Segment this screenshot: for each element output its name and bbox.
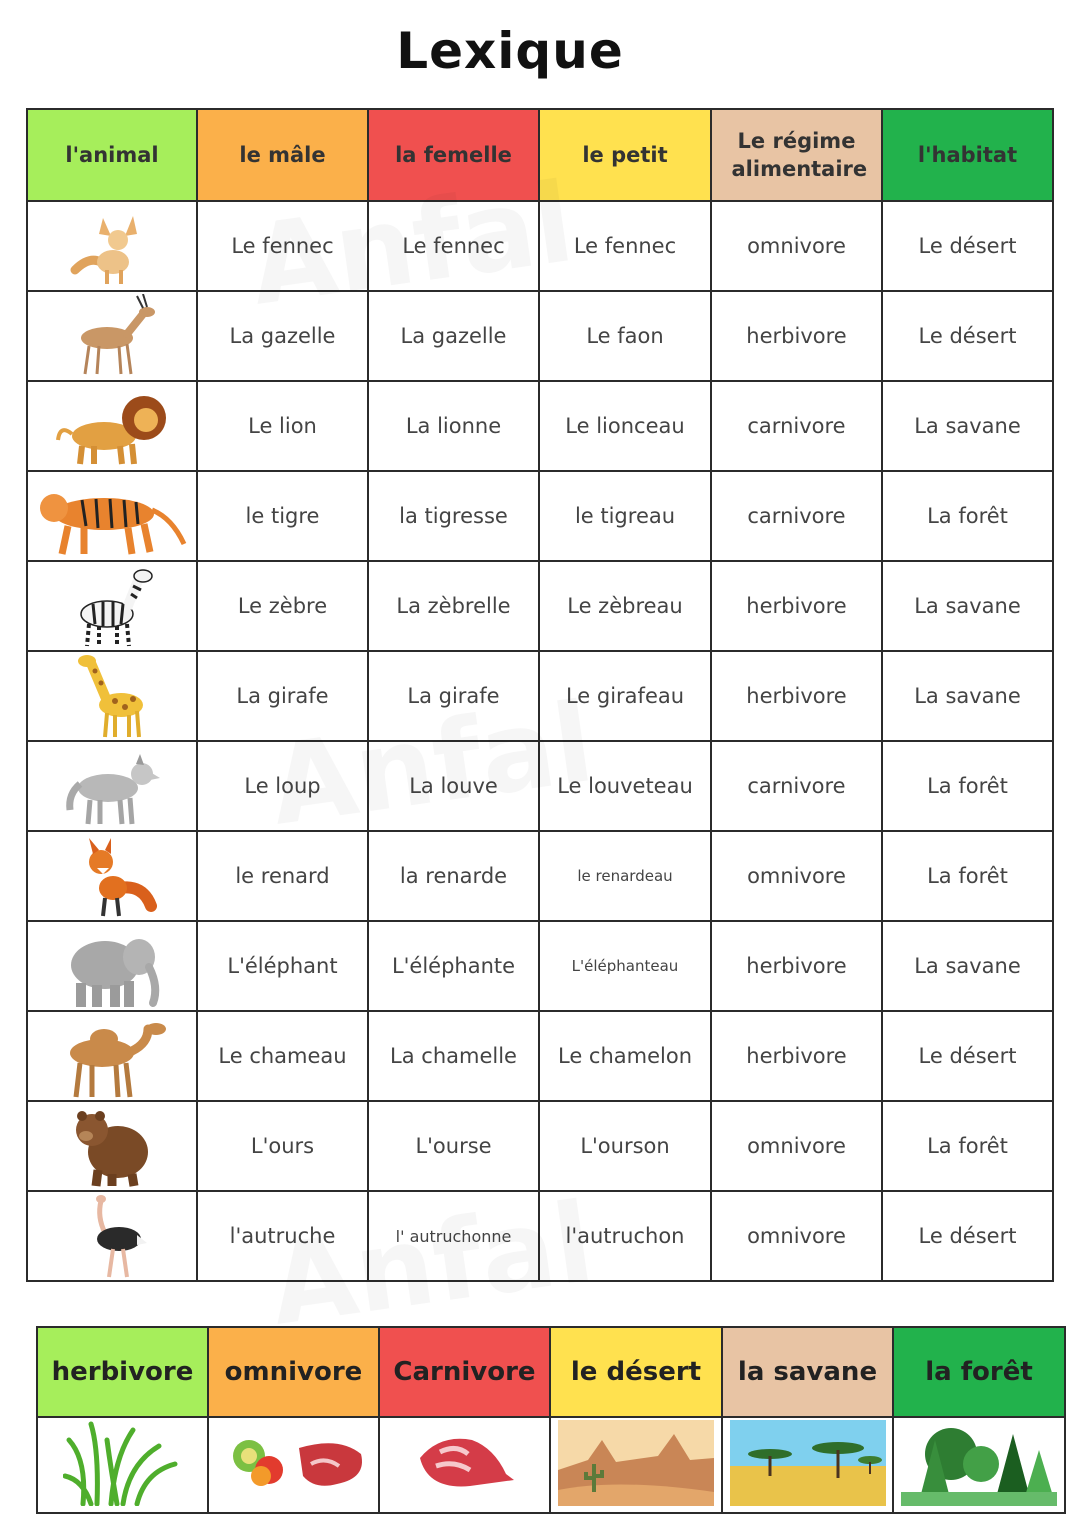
female-name: La lionne — [368, 381, 539, 471]
male-name: Le lion — [197, 381, 368, 471]
diet: carnivore — [711, 741, 882, 831]
male-name: Le zèbre — [197, 561, 368, 651]
legend-desert-image — [550, 1417, 722, 1513]
header-animal: l'animal — [27, 109, 197, 201]
legend-image-row — [37, 1417, 1065, 1513]
table-row — [27, 921, 1053, 1011]
animal-image-cell — [27, 381, 197, 471]
animal-image-cell — [27, 1191, 197, 1281]
habitat: Le désert — [882, 201, 1053, 291]
giraffe-icon — [67, 653, 157, 739]
animal-image-cell — [27, 201, 197, 291]
animal-image-cell — [27, 921, 197, 1011]
tiger-icon — [32, 474, 192, 558]
male-name: Le loup — [197, 741, 368, 831]
young-name: l'autruchon — [539, 1191, 711, 1281]
forest-icon — [901, 1420, 1057, 1506]
animal-image-cell — [27, 561, 197, 651]
grass-icon — [63, 1420, 183, 1506]
diet: herbivore — [711, 921, 882, 1011]
legend-forest-label: la forêt — [893, 1327, 1065, 1417]
legend-table — [36, 1326, 1066, 1514]
elephant-icon — [57, 923, 167, 1009]
animal-image-cell — [27, 651, 197, 741]
male-name: La girafe — [197, 651, 368, 741]
young-name: Le faon — [539, 291, 711, 381]
table-row — [27, 741, 1053, 831]
lion-icon — [52, 384, 172, 468]
male-name: L'éléphant — [197, 921, 368, 1011]
young-name: Le lionceau — [539, 381, 711, 471]
table-row — [27, 381, 1053, 471]
male-name: L'ours — [197, 1101, 368, 1191]
fennec-icon — [67, 204, 157, 288]
female-name: l' autruchonne — [368, 1191, 539, 1281]
male-name: le tigre — [197, 471, 368, 561]
female-name: L'éléphante — [368, 921, 539, 1011]
savanna-landscape-icon — [730, 1420, 886, 1506]
animal-image-cell — [27, 741, 197, 831]
female-name: La zèbrelle — [368, 561, 539, 651]
male-name: le renard — [197, 831, 368, 921]
female-name: la renarde — [368, 831, 539, 921]
habitat: La savane — [882, 651, 1053, 741]
legend-carnivore-image — [379, 1417, 550, 1513]
habitat: Le désert — [882, 1191, 1053, 1281]
zebra-icon — [67, 564, 157, 648]
habitat: La forêt — [882, 471, 1053, 561]
desert-landscape-icon — [558, 1420, 714, 1506]
fruit-and-meat-icon — [219, 1428, 369, 1498]
animal-image-cell — [27, 1011, 197, 1101]
diet: herbivore — [711, 291, 882, 381]
diet: omnivore — [711, 1191, 882, 1281]
habitat: La savane — [882, 921, 1053, 1011]
table-row — [27, 831, 1053, 921]
female-name: La gazelle — [368, 291, 539, 381]
diet: herbivore — [711, 1011, 882, 1101]
header-female: la femelle — [368, 109, 539, 201]
diet: omnivore — [711, 831, 882, 921]
legend-forest-image — [893, 1417, 1065, 1513]
diet: carnivore — [711, 381, 882, 471]
diet: herbivore — [711, 561, 882, 651]
legend-carnivore-label: Carnivore — [379, 1327, 550, 1417]
female-name: Le fennec — [368, 201, 539, 291]
gazelle-icon — [57, 294, 167, 378]
fox-icon — [67, 834, 157, 918]
legend-herbivore-label: herbivore — [37, 1327, 208, 1417]
legend-desert-label: le désert — [550, 1327, 722, 1417]
male-name: Le fennec — [197, 201, 368, 291]
header-diet-label: Le régime alimentaire — [731, 128, 868, 181]
diet: carnivore — [711, 471, 882, 561]
legend-label-row — [37, 1327, 1065, 1417]
female-name: La louve — [368, 741, 539, 831]
young-name: le tigreau — [539, 471, 711, 561]
habitat: Le désert — [882, 1011, 1053, 1101]
habitat: Le désert — [882, 291, 1053, 381]
legend-omnivore-image — [208, 1417, 379, 1513]
diet: omnivore — [711, 201, 882, 291]
young-name: le renardeau — [539, 831, 711, 921]
habitat: La forêt — [882, 741, 1053, 831]
habitat: La forêt — [882, 831, 1053, 921]
ostrich-icon — [67, 1193, 157, 1279]
female-name: la tigresse — [368, 471, 539, 561]
table-row — [27, 1191, 1053, 1281]
header-young: le petit — [539, 109, 711, 201]
young-name: L'éléphanteau — [539, 921, 711, 1011]
female-name: La chamelle — [368, 1011, 539, 1101]
habitat: La forêt — [882, 1101, 1053, 1191]
young-name: L'ourson — [539, 1101, 711, 1191]
legend-savanna-label: la savane — [722, 1327, 893, 1417]
page-title: Lexique — [396, 22, 624, 80]
animal-image-cell — [27, 1101, 197, 1191]
habitat: La savane — [882, 561, 1053, 651]
young-name: Le louveteau — [539, 741, 711, 831]
male-name: Le chameau — [197, 1011, 368, 1101]
header-habitat: l'habitat — [882, 109, 1053, 201]
animal-image-cell — [27, 471, 197, 561]
animal-image-cell — [27, 831, 197, 921]
diet: omnivore — [711, 1101, 882, 1191]
female-name: La girafe — [368, 651, 539, 741]
table-row — [27, 291, 1053, 381]
legend-savanna-image — [722, 1417, 893, 1513]
male-name: l'autruche — [197, 1191, 368, 1281]
male-name: La gazelle — [197, 291, 368, 381]
young-name: Le fennec — [539, 201, 711, 291]
habitat: La savane — [882, 381, 1053, 471]
table-row — [27, 1101, 1053, 1191]
young-name: Le chamelon — [539, 1011, 711, 1101]
header-row — [27, 109, 1053, 201]
young-name: Le girafeau — [539, 651, 711, 741]
bear-icon — [62, 1104, 162, 1188]
table-row — [27, 561, 1053, 651]
legend-herbivore-image — [37, 1417, 208, 1513]
table-row — [27, 471, 1053, 561]
wolf-icon — [62, 744, 162, 828]
header-male: le mâle — [197, 109, 368, 201]
animal-image-cell — [27, 291, 197, 381]
lexicon-table — [26, 108, 1054, 1282]
diet: herbivore — [711, 651, 882, 741]
header-diet — [711, 109, 882, 201]
table-row — [27, 1011, 1053, 1101]
legend-omnivore-label: omnivore — [208, 1327, 379, 1417]
camel-icon — [52, 1013, 172, 1099]
meat-icon — [410, 1430, 520, 1496]
table-row — [27, 201, 1053, 291]
table-row — [27, 651, 1053, 741]
young-name: Le zèbreau — [539, 561, 711, 651]
female-name: L'ourse — [368, 1101, 539, 1191]
